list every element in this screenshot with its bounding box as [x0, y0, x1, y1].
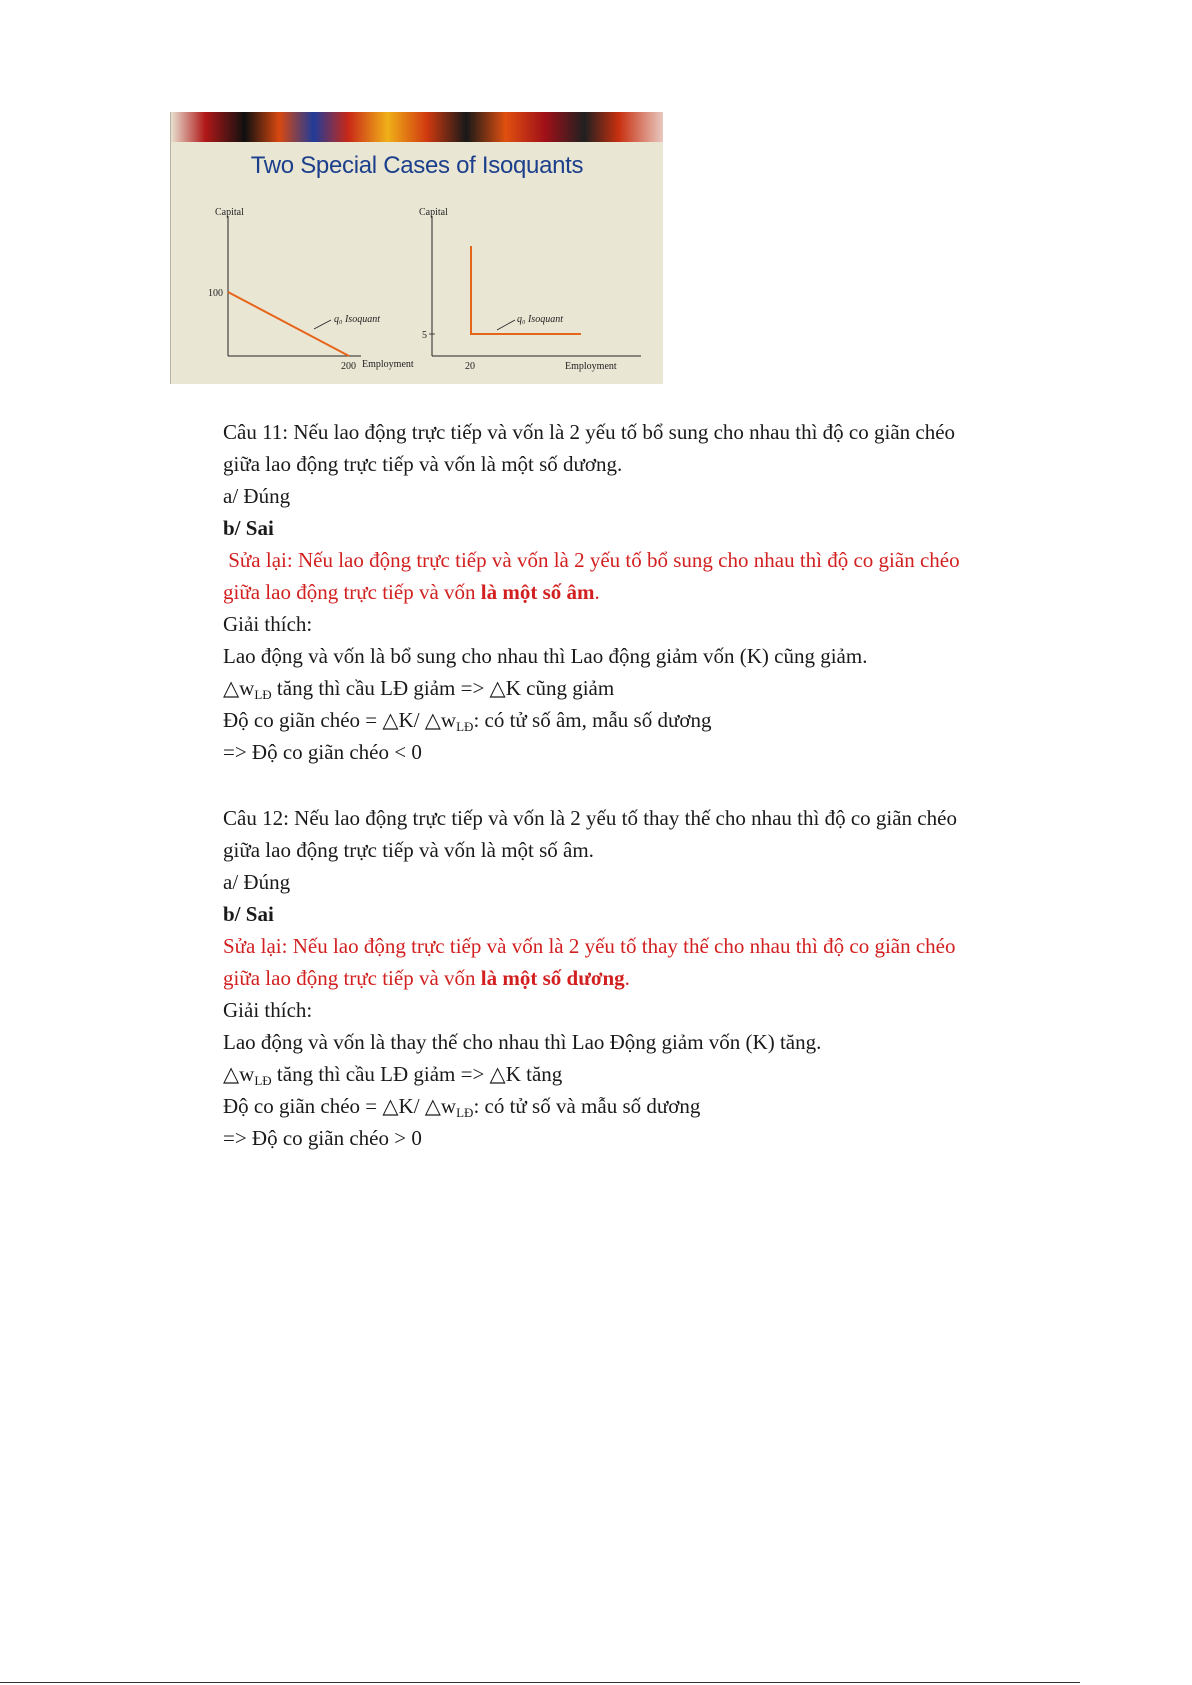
q12-explain-line-1: Lao động và vốn là thay thế cho nhau thì Lao Động giảm vốn (K) tăng.	[223, 1030, 822, 1054]
slide-title: Two Special Cases of Isoquants	[250, 152, 584, 179]
left-y-tick: 100	[208, 288, 223, 299]
q11-correction-emphasis: là một số âm	[480, 580, 595, 604]
linear-isoquant-line	[228, 292, 349, 356]
q11-subscript: LĐ	[254, 687, 272, 702]
q11-correction-text: giữa lao động trực tiếp và vốn	[223, 580, 481, 604]
q12-formula-subscript: LĐ	[456, 1105, 474, 1120]
q11-correction-line-1: Sửa lại: Nếu lao động trực tiếp và vốn là 2 yếu tố bổ sung cho nhau thì độ co giãn chéo	[223, 548, 960, 572]
q11-correction-period: .	[594, 580, 600, 604]
q11-formula: Độ co giãn chéo = △K/ △w	[223, 708, 457, 732]
right-x-tick: 20	[465, 361, 475, 372]
question-12-block	[223, 802, 1083, 1154]
left-x-tick: 200	[341, 361, 356, 372]
q12-correction-emphasis: là một số dương	[480, 966, 625, 990]
right-curve-pointer	[497, 320, 515, 330]
left-x-axis-label: Employment	[362, 359, 414, 370]
q11-explain-line-2	[223, 672, 1083, 704]
left-curve-label: q₀ Isoquant	[334, 314, 380, 325]
question-11-block	[223, 416, 1083, 768]
q12-delta-w: △w	[223, 1062, 255, 1086]
right-y-tick: 5	[422, 330, 427, 341]
q12-subscript: LĐ	[254, 1073, 272, 1088]
q11-explain-line-1: Lao động và vốn là bổ sung cho nhau thì Lao động giảm vốn (K) cũng giảm.	[223, 644, 868, 668]
q11-formula-subscript: LĐ	[456, 719, 474, 734]
left-graph	[208, 207, 414, 372]
q12-correction-text: giữa lao động trực tiếp và vốn	[223, 966, 481, 990]
page-footer-rule	[0, 1682, 1080, 1683]
isoquant-graphs	[171, 112, 663, 384]
q11-option-a: a/ Đúng	[223, 484, 291, 508]
right-graph	[419, 207, 641, 372]
q12-formula-rest: : có tử số và mẫu số dương	[473, 1094, 701, 1118]
q11-conclusion: => Độ co giãn chéo < 0	[223, 740, 422, 764]
right-y-axis-label: Capital	[419, 207, 448, 218]
q11-explain-heading: Giải thích:	[223, 612, 313, 636]
right-x-axis-label: Employment	[565, 361, 617, 372]
right-curve-label: q₀ Isoquant	[517, 314, 563, 325]
q12-question-line-1: Câu 12: Nếu lao động trực tiếp và vốn là 2 yếu tố thay thế cho nhau thì độ co giãn chéo	[223, 806, 957, 830]
q11-question-line-2: giữa lao động trực tiếp và vốn là một số dương.	[223, 452, 623, 476]
q12-correction-period: .	[624, 966, 630, 990]
q11-explain-line-2-rest: tăng thì cầu LĐ giảm => △K cũng giảm	[271, 676, 615, 700]
q12-correction-line-2	[223, 962, 1083, 994]
q12-correction-line-1: Sửa lại: Nếu lao động trực tiếp và vốn là 2 yếu tố thay thế cho nhau thì độ co giãn chéo	[223, 934, 956, 958]
q11-question-line-1: Câu 11: Nếu lao động trực tiếp và vốn là 2 yếu tố bổ sung cho nhau thì độ co giãn chéo	[223, 420, 956, 444]
q11-option-b: b/ Sai	[223, 516, 274, 540]
q12-question-line-2: giữa lao động trực tiếp và vốn là một số âm.	[223, 838, 594, 862]
isoquant-slide-image	[170, 112, 663, 384]
q11-correction-line-2	[223, 576, 1083, 608]
q12-explain-heading: Giải thích:	[223, 998, 313, 1022]
q11-explain-line-3	[223, 704, 1083, 736]
q11-delta-w: △w	[223, 676, 255, 700]
left-y-axis-label: Capital	[215, 207, 244, 218]
q12-option-b: b/ Sai	[223, 902, 274, 926]
q12-explain-line-2-rest: tăng thì cầu LĐ giảm => △K tăng	[271, 1062, 563, 1086]
q12-formula: Độ co giãn chéo = △K/ △w	[223, 1094, 457, 1118]
q11-formula-rest: : có tử số âm, mẫu số dương	[473, 708, 712, 732]
q12-explain-line-3	[223, 1090, 1083, 1122]
q12-explain-line-2	[223, 1058, 1083, 1090]
left-curve-pointer	[314, 320, 331, 329]
q12-option-a: a/ Đúng	[223, 870, 291, 894]
q12-conclusion: => Độ co giãn chéo > 0	[223, 1126, 422, 1150]
